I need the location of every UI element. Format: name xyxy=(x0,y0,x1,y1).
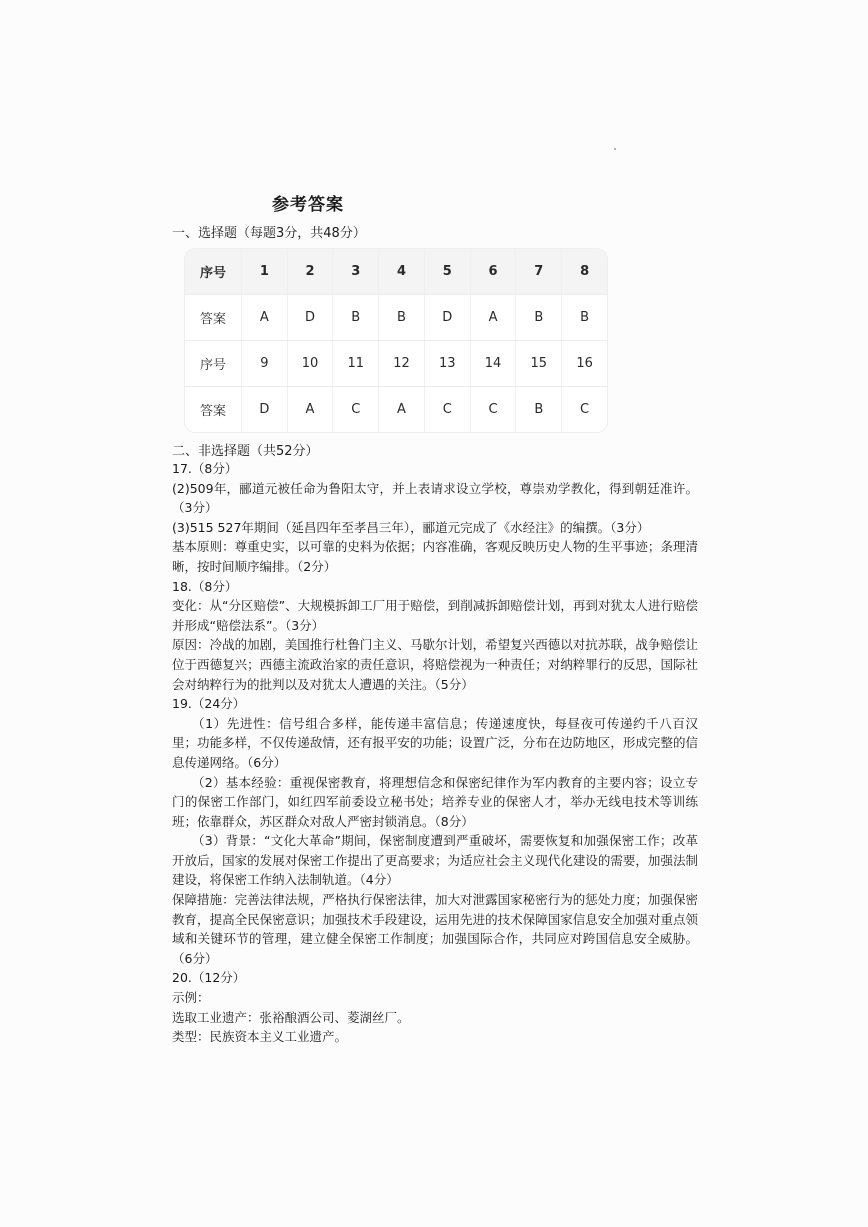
table-cell: 2 xyxy=(287,249,333,295)
section-1-heading: 一、选择题（每题3分，共48分） xyxy=(172,226,366,241)
page-title: 参考答案 xyxy=(272,195,344,215)
section-2-heading: 二、非选择题（共52分） xyxy=(172,444,319,459)
table-cell: D xyxy=(287,295,333,341)
answer-paragraph: 保障措施：完善法律法规，严格执行保密法律，加大对泄露国家秘密行为的惩处力度；加强保密教育，提高全民保密意识；加强技术手段建设，运用先进的技术保障国家信息安全加强对重点领域和关键环节的管理，建立健全保密工作制度；加强国际合作，共同应对跨国信息安全威胁。（6分） xyxy=(172,892,698,966)
answer-paragraph: 类型：民族资本主义工业遗产。 xyxy=(172,1029,348,1045)
table-cell: C xyxy=(470,387,516,433)
table-cell: 9 xyxy=(242,341,287,387)
answer-paragraph: 17.（8分） xyxy=(172,461,238,476)
table-cell: B xyxy=(333,295,379,341)
table-cell: C xyxy=(424,387,470,433)
scan-speck xyxy=(614,148,616,150)
table-cell: A xyxy=(287,387,333,433)
table-row xyxy=(185,249,607,295)
table-cell: A xyxy=(470,295,516,341)
table-row-label: 答案 xyxy=(185,387,242,433)
table-cell: D xyxy=(242,387,287,433)
answer-paragraph: （3）背景：“文化大革命”期间，保密制度遭到严重破坏，需要恢复和加强保密工作；改革开放后，国家的发展对保密工作提出了更高要求；为适应社会主义现代化建设的需要，加强法制建设，将保密工作纳入法制轨道。（4分） xyxy=(172,833,698,888)
table-cell: C xyxy=(580,402,590,417)
table-cell: 5 xyxy=(424,249,470,295)
table-cell: B xyxy=(516,387,562,433)
answer-body xyxy=(172,459,698,1047)
answer-paragraph: 示例： xyxy=(172,990,210,1006)
table-cell: 4 xyxy=(379,249,425,295)
answer-paragraph: 基本原则：尊重史实，以可靠的史料为依据；内容准确，客观反映历史人物的生平事迹；条理清晰，按时间顺序编排。（2分） xyxy=(172,539,698,574)
table-cell: A xyxy=(379,387,425,433)
table-cell: B xyxy=(379,295,425,341)
table-cell: 12 xyxy=(379,341,425,387)
answer-paragraph: (3)515 527年期间（延昌四年至孝昌三年），郦道元完成了《水经注》的编撰。（3分） xyxy=(172,519,650,535)
table-row xyxy=(185,387,607,433)
table-row xyxy=(185,295,607,341)
table-cell: B xyxy=(516,295,562,341)
table-cell: 11 xyxy=(333,341,379,387)
answer-paragraph: 20.（12分） xyxy=(172,970,246,986)
answer-table xyxy=(185,249,607,432)
table-cell: 7 xyxy=(516,249,562,295)
table-row-label: 序号 xyxy=(185,249,242,295)
answer-paragraph: 选取工业遗产：张裕酿酒公司、菱湖丝厂。 xyxy=(172,1009,410,1025)
answer-paragraph: 原因：冷战的加剧，美国推行杜鲁门主义、马歇尔计划，希望复兴西德以对抗苏联，战争赔偿让位于西德复兴；西德主流政治家的责任意识，将赔偿视为一种责任；对纳粹罪行的反思，国际社会对纳粹行为的批判以及对犹太人遭遇的关注。（5分） xyxy=(172,637,698,692)
table-row-label: 序号 xyxy=(185,341,242,387)
answer-paragraph: （1）先进性：信号组合多样，能传递丰富信息；传递速度快，每昼夜可传递约千八百汉里；功能多样，不仅传递敌情，还有报平安的功能；设置广泛，分布在边防地区，形成完整的信息传递网络。（6分） xyxy=(172,715,698,770)
table-cell: 15 xyxy=(516,341,562,387)
answer-paragraph: 19.（24分） xyxy=(172,696,246,712)
table-cell: 1 xyxy=(242,249,287,295)
table-cell: 6 xyxy=(470,249,516,295)
table-cell: 16 xyxy=(562,341,607,387)
table-cell: D xyxy=(424,295,470,341)
table-cell: 14 xyxy=(470,341,516,387)
table-cell: 8 xyxy=(562,249,607,295)
table-cell: A xyxy=(242,295,287,341)
answer-paragraph: （2）基本经验：重视保密教育，将理想信念和保密纪律作为军内教育的主要内容；设立专门的保密工作部门，如红四军前委设立秘书处；培养专业的保密人才，举办无线电技术等训练班；依靠群众，苏区群众对敌人严密封锁消息。（8分） xyxy=(172,774,698,829)
table-cell: 13 xyxy=(424,341,470,387)
answer-paragraph: (2)509年，郦道元被任命为鲁阳太守，并上表请求设立学校，尊崇劝学教化，得到朝廷准许。（3分） xyxy=(172,480,698,516)
table-row xyxy=(185,341,607,387)
table-cell: 10 xyxy=(287,341,333,387)
answer-paragraph: 变化：从“分区赔偿”、大规模拆卸工厂用于赔偿，到削减拆卸赔偿计划，再到对犹太人进行赔偿并形成“赔偿法系”。（3分） xyxy=(172,598,698,633)
table-cell: 3 xyxy=(333,249,379,295)
table-cell: B xyxy=(562,295,607,341)
answer-paragraph: 18.（8分） xyxy=(172,578,238,594)
table-cell: C xyxy=(333,387,379,433)
table-row-label: 答案 xyxy=(185,295,242,341)
